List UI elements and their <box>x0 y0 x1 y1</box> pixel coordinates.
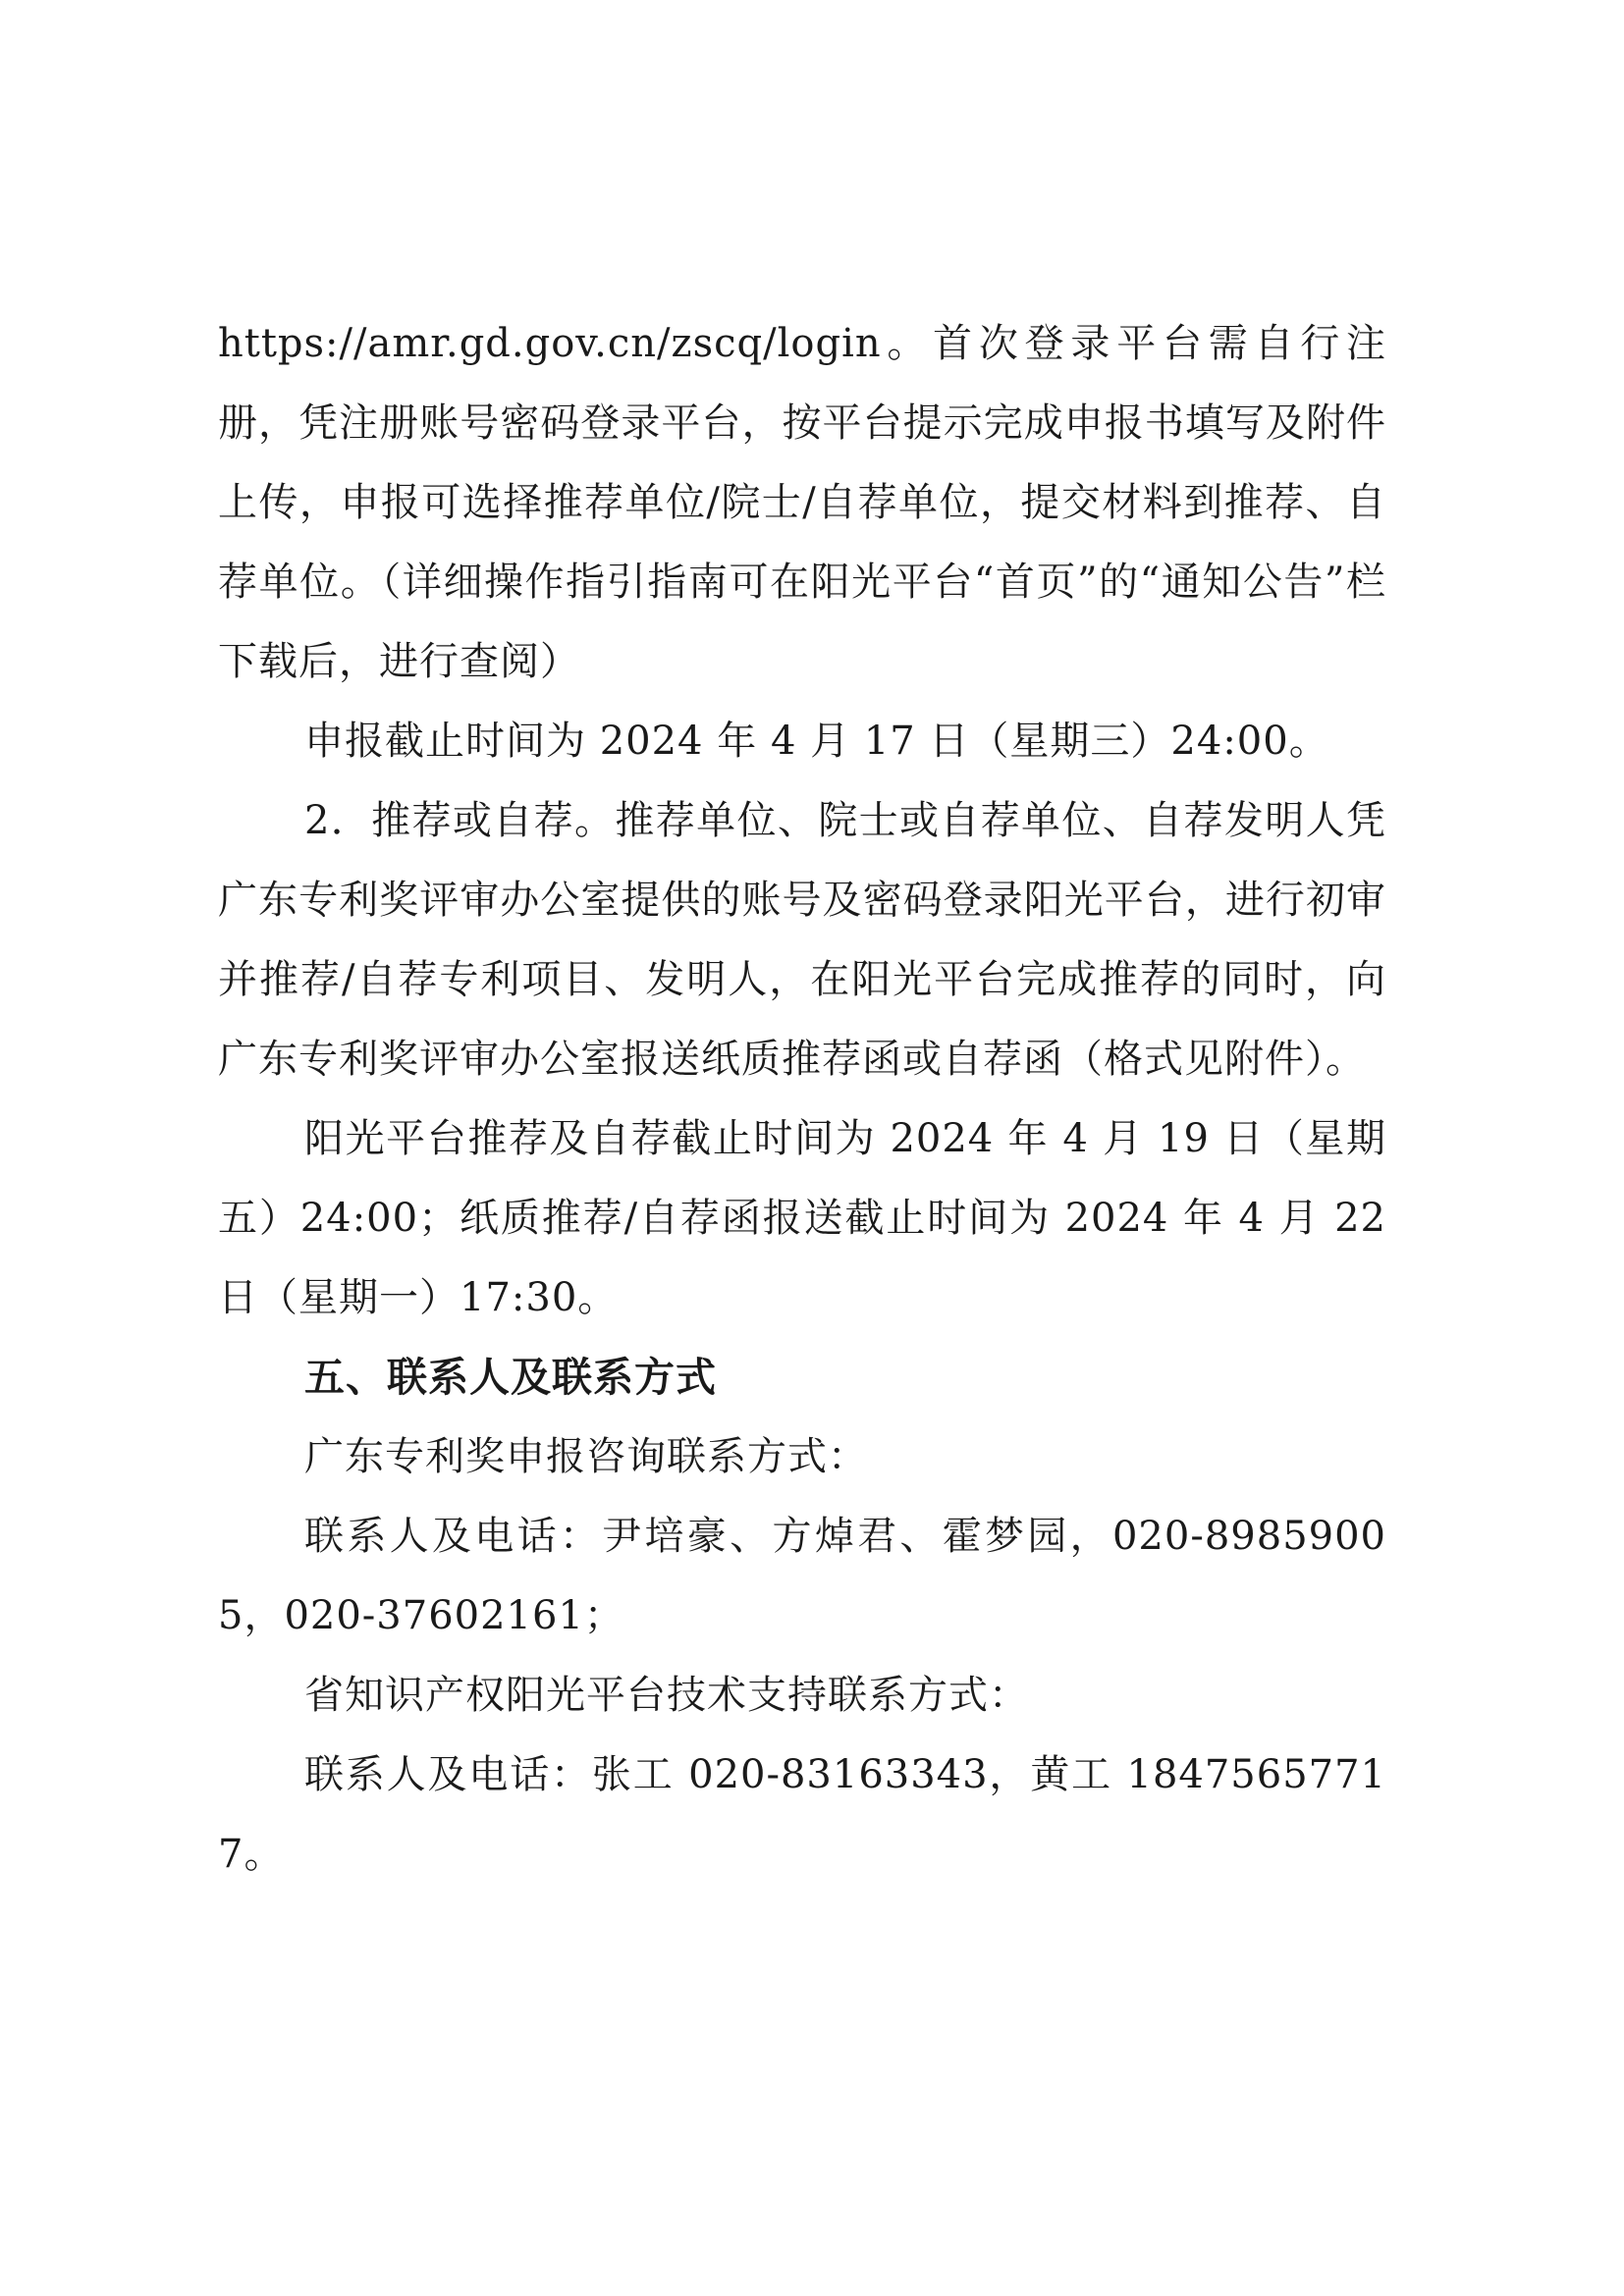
tech-support-title: 省知识产权阳光平台技术支持联系方式： <box>304 1673 1029 1718</box>
consult-contact-people: 联系人及电话：尹培豪、方焯君、霍梦园，020-89859005，020-37602161； <box>218 1514 1386 1638</box>
paragraph-login-instructions: https://amr.gd.gov.cn/zscq/login。首次登录平台需自行注册，凭注册账号密码登录平台，按平台提示完成申报书填写及附件上传，申报可选择推荐单位/院士/自荐单位，提交材料到推荐、自荐单位。（详细操作指引指南可在阳光平台“首页”的“通知公告”栏下载后，进行查阅） <box>218 321 1386 684</box>
paragraph-recommendation-deadline: 阳光平台推荐及自荐截止时间为 2024 年 4 月 19 日（星期五）24:00；纸质推荐/自荐函报送截止时间为 2024 年 4 月 22 日（星期一）17:30。 <box>218 1116 1386 1320</box>
paragraph-application-deadline: 申报截止时间为 2024 年 4 月 17 日（星期三）24:00。 <box>304 719 1329 764</box>
document-body <box>218 304 1386 1895</box>
paragraph-recommendation: 2．推荐或自荐。推荐单位、院士或自荐单位、自荐发明人凭广东专利奖评审办公室提供的账号及密码登录阳光平台，进行初审并推荐/自荐专利项目、发明人，在阳光平台完成推荐的同时，向广东专利奖评审办公室报送纸质推荐函或自荐函（格式见附件）。 <box>218 798 1386 1082</box>
consult-contact-title: 广东专利奖申报咨询联系方式： <box>304 1434 868 1479</box>
section-heading-contacts: 五、联系人及联系方式 <box>304 1354 717 1401</box>
tech-support-people: 联系人及电话：张工 020-83163343，黄工 18475657717。 <box>218 1752 1386 1877</box>
